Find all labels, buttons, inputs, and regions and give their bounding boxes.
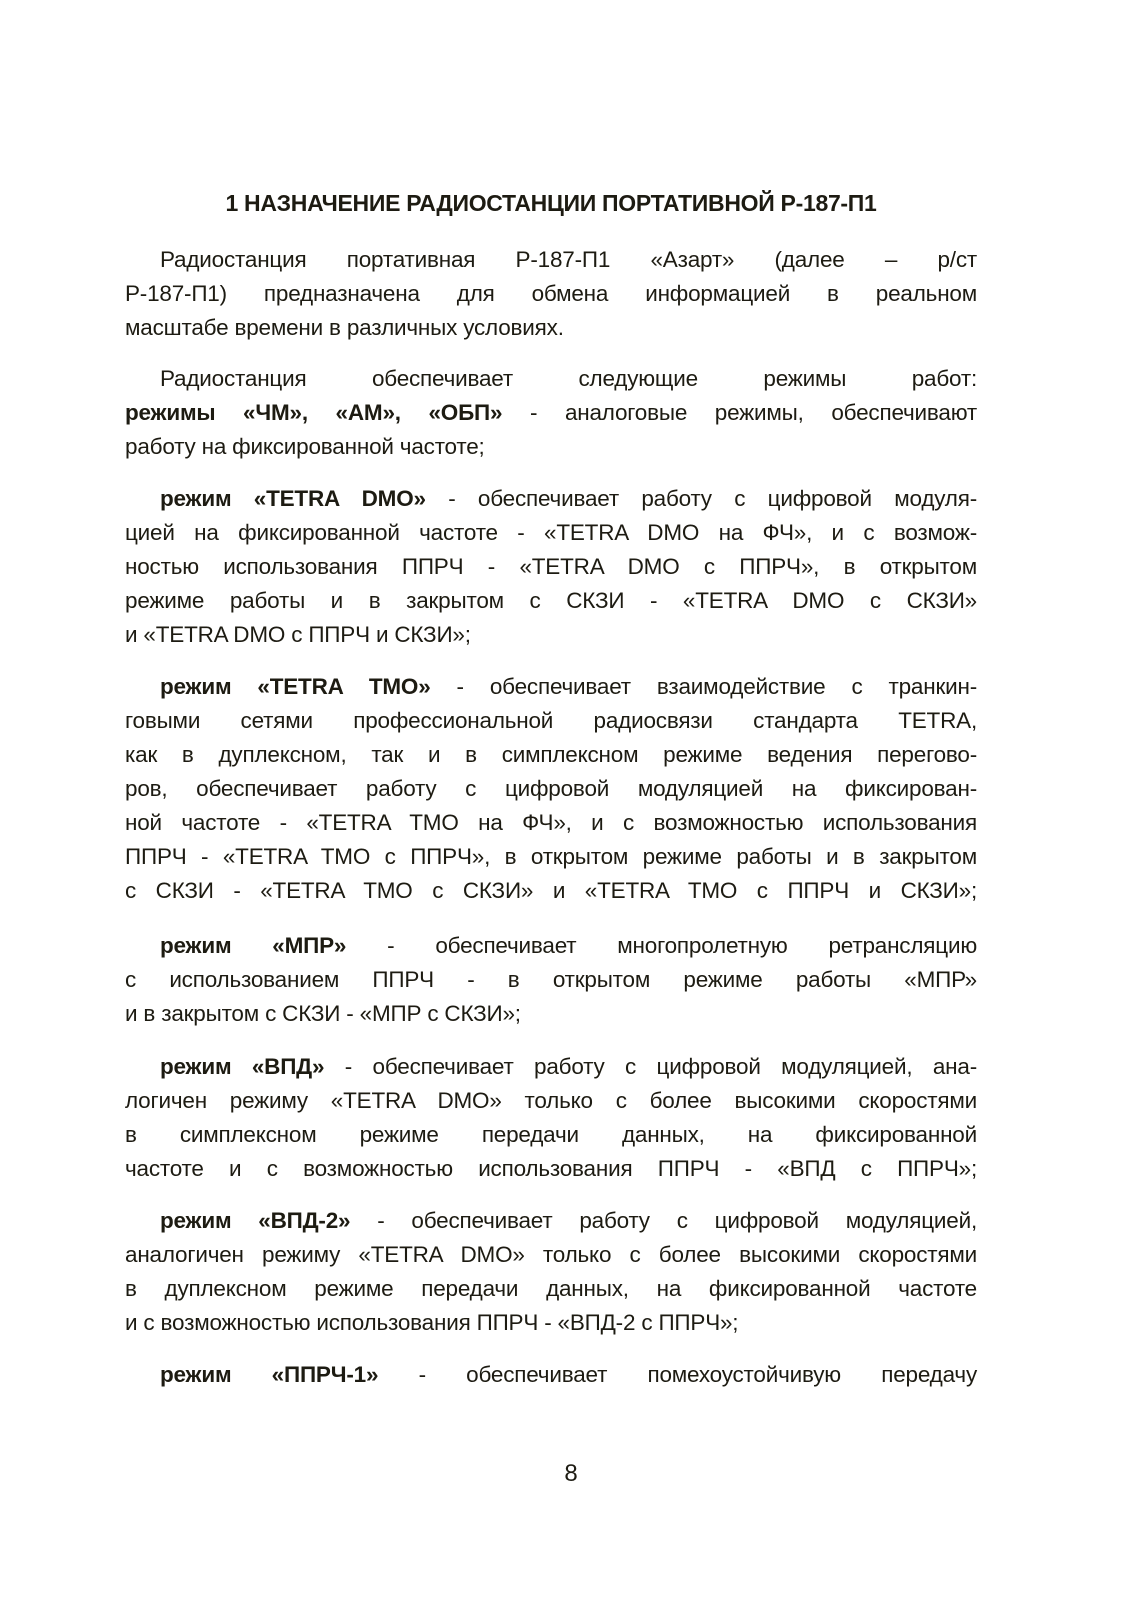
text-line: Р-187-П1) предназначена для обмена информацией в реальном — [125, 281, 977, 306]
mode-name: режим «ВПД-2» — [160, 1208, 351, 1233]
mode-name: режим «МПР» — [160, 933, 347, 958]
text-line: режиме работы и в закрытом с СКЗИ - «TETRA DMO с СКЗИ» — [125, 588, 977, 613]
text-line: логичен режиму «TETRA DMO» только с более высокими скоростями — [125, 1088, 977, 1113]
text-line: с СКЗИ - «TETRA TMO с СКЗИ» и «TETRA TMO с ППРЧ и СКЗИ»; — [125, 878, 977, 903]
text-line: в дуплексном режиме передачи данных, на фиксированной частоте — [125, 1276, 977, 1301]
text-line: режим «МПР» - обеспечивает многопролетную ретрансляцию — [160, 933, 978, 958]
text-line: ностью использования ППРЧ - «TETRA DMO с ППРЧ», в открытом — [125, 554, 977, 579]
mode-name: режимы «ЧМ», «АМ», «ОБП» — [125, 400, 503, 425]
mode-name: режим «ВПД» — [160, 1054, 325, 1079]
text-line: режим «TETRA DMO» - обеспечивает работу с цифровой модуля- — [160, 486, 978, 511]
text-line: говыми сетями профессиональной радиосвязи стандарта TETRA, — [125, 708, 977, 733]
paragraph-pprch1 — [125, 1358, 977, 1392]
text-line: аналогичен режиму «TETRA DMO» только с более высокими скоростями — [125, 1242, 977, 1267]
text-line: цией на фиксированной частоте - «TETRA DMO на ФЧ», и с возмож- — [125, 520, 977, 545]
text-line: частоте и с возможностью использования ППРЧ - «ВПД с ППРЧ»; — [125, 1156, 977, 1181]
text-line: ной частоте - «TETRA TMO на ФЧ», и с возможностью использования — [125, 810, 977, 835]
text-line: в симплексном режиме передачи данных, на фиксированной — [125, 1122, 977, 1147]
text-line: и «TETRA DMO с ППРЧ и СКЗИ»; — [125, 622, 471, 647]
text-line: работу на фиксированной частоте; — [125, 434, 485, 459]
paragraph-mpr — [125, 929, 977, 1031]
text-line: Радиостанция портативная Р-187-П1 «Азарт» (далее – р/ст — [160, 247, 977, 272]
mode-name: режим «TETRA DMO» — [160, 486, 426, 511]
text-line: ров, обеспечивает работу с цифровой модуляцией на фиксирован- — [125, 776, 977, 801]
paragraph-intro — [125, 243, 977, 345]
text-line: и с возможностью использования ППРЧ - «ВПД-2 с ППРЧ»; — [125, 1310, 739, 1335]
text-line: режим «ВПД» - обеспечивает работу с цифровой модуляцией, ана- — [160, 1054, 978, 1079]
text-line: и в закрытом с СКЗИ - «МПР с СКЗИ»; — [125, 1001, 521, 1026]
text-line: режим «ППРЧ-1» - обеспечивает помехоустойчивую передачу — [160, 1362, 978, 1387]
section-title: 1 НАЗНАЧЕНИЕ РАДИОСТАНЦИИ ПОРТАТИВНОЙ Р-187-П1 — [225, 190, 877, 216]
text-line: с использованием ППРЧ - в открытом режиме работы «МПР» — [125, 967, 977, 992]
paragraph-tetra-tmo — [125, 670, 977, 908]
paragraph-vpd2 — [125, 1204, 977, 1340]
mode-name: режим «ППРЧ-1» — [160, 1362, 379, 1387]
paragraph-vpd — [125, 1050, 977, 1186]
text-line: режим «ВПД-2» - обеспечивает работу с цифровой модуляцией, — [160, 1208, 977, 1233]
text-line: как в дуплексном, так и в симплексном режиме ведения перегово- — [125, 742, 977, 767]
text-line: масштабе времени в различных условиях. — [125, 315, 564, 340]
text-line: режим «TETRA TMO» - обеспечивает взаимодействие с транкин- — [160, 674, 977, 699]
paragraph-modes-intro — [125, 362, 977, 464]
text-line: ППРЧ - «TETRA TMO с ППРЧ», в открытом режиме работы и в закрытом — [125, 844, 977, 869]
mode-name: режим «TETRA TMO» — [160, 674, 431, 699]
page-number: 8 — [564, 1460, 578, 1487]
paragraph-tetra-dmo — [125, 482, 977, 652]
text-line: Радиостанция обеспечивает следующие режимы работ: — [160, 366, 977, 391]
text-line: режимы «ЧМ», «АМ», «ОБП» - аналоговые режимы, обеспечивают — [125, 400, 978, 425]
